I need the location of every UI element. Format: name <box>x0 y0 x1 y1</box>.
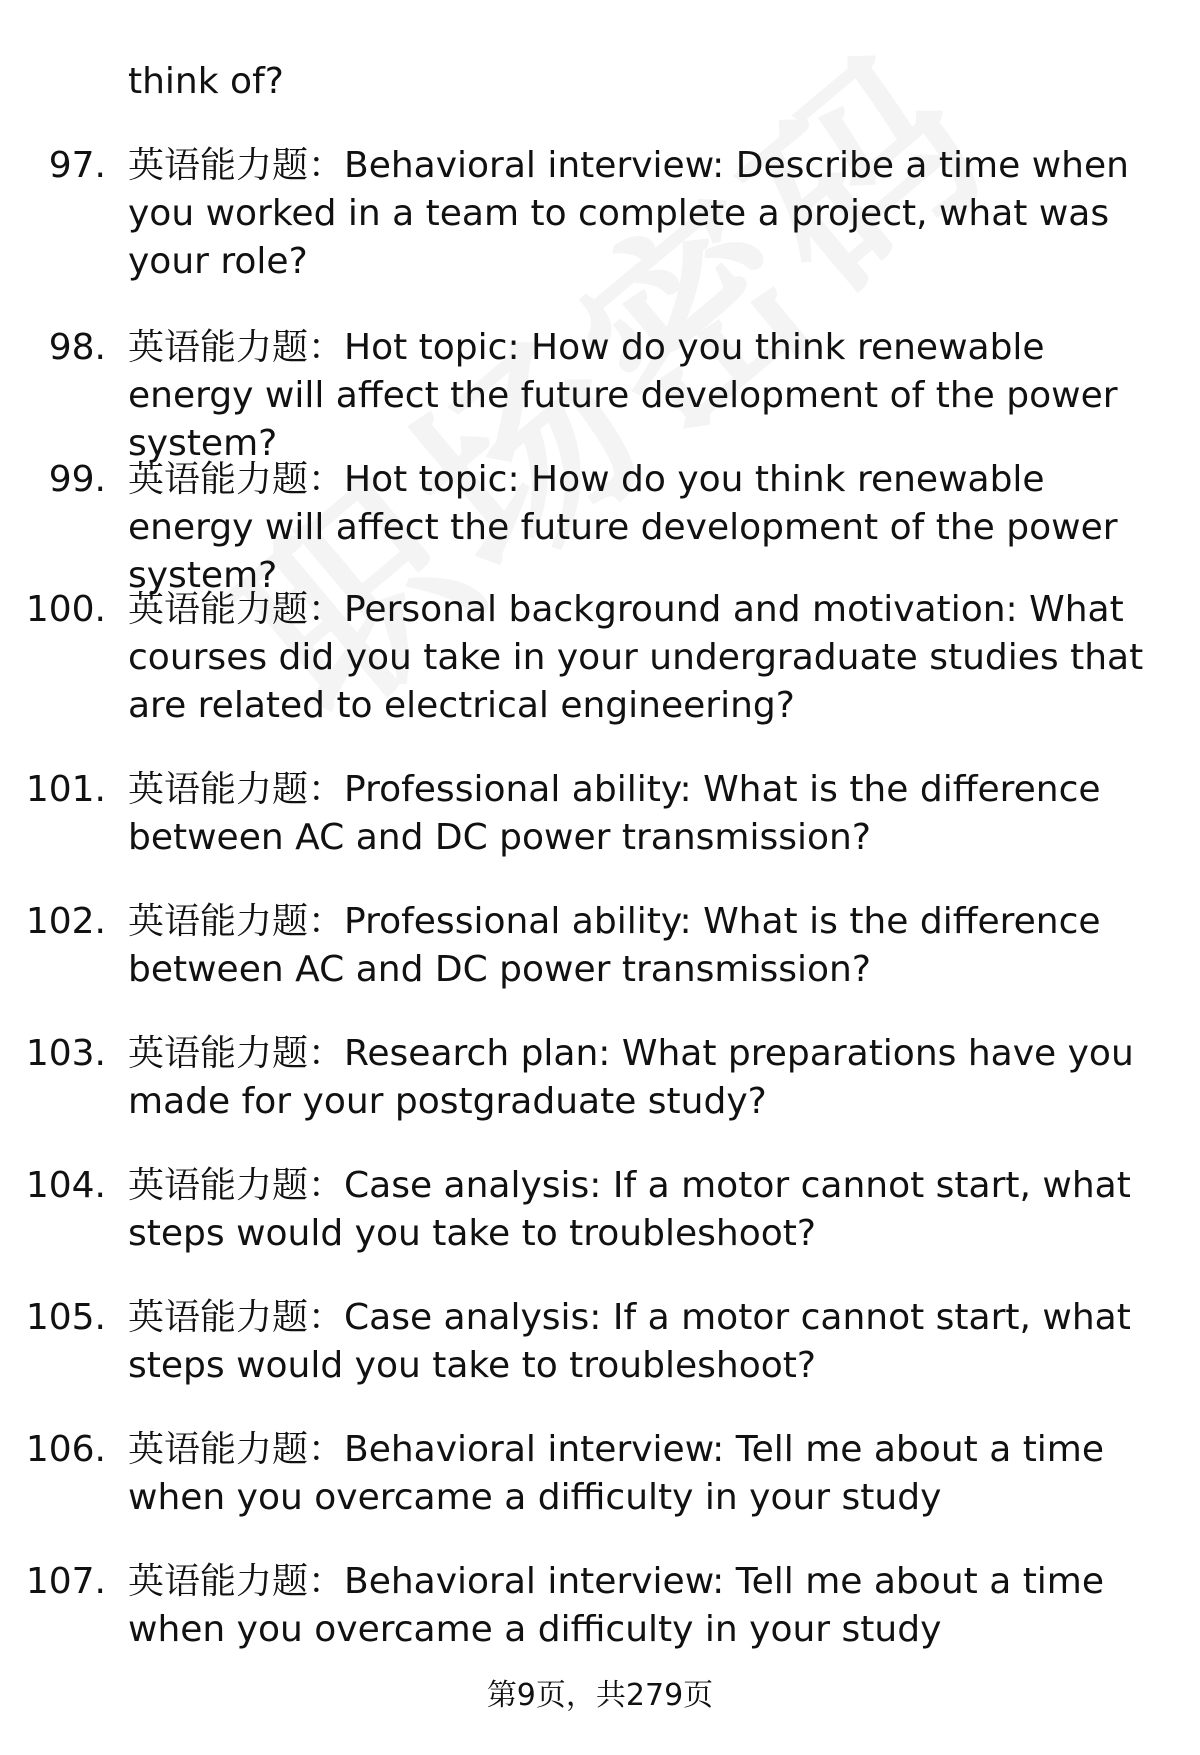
item-number: 101. <box>25 769 106 810</box>
item-text: 英语能力题：Hot topic: How do you think renewable energy will affect the future development of the power system? <box>128 459 1118 596</box>
item-text: 英语能力题：Professional ability: What is the difference between AC and DC power transmission? <box>128 769 1101 858</box>
item-text: 英语能力题：Personal background and motivation: What courses did you take in your undergraduate studies that are related to electrical engineering? <box>128 589 1144 726</box>
item-text: 英语能力题：Behavioral interview: Describe a time when you worked in a team to complete a project, what was your role? <box>128 145 1129 282</box>
item-number: 100. <box>25 589 106 630</box>
item-text: 英语能力题：Professional ability: What is the difference between AC and DC power transmission? <box>128 901 1101 990</box>
continuation-text: think of? <box>128 61 284 102</box>
item-text: 英语能力题：Behavioral interview: Tell me about a time when you overcame a difficulty in your study <box>128 1429 1105 1518</box>
item-text: 英语能力题：Hot topic: How do you think renewable energy will affect the future development of the power system? <box>128 327 1118 464</box>
item-number: 99. <box>48 459 106 500</box>
item-number: 105. <box>25 1297 106 1338</box>
item-number: 104. <box>25 1165 106 1206</box>
item-text: 英语能力题：Behavioral interview: Tell me about a time when you overcame a difficulty in your study <box>128 1561 1105 1650</box>
item-number: 98. <box>48 327 106 368</box>
item-number: 107. <box>25 1561 106 1602</box>
item-text: 英语能力题：Case analysis: If a motor cannot start, what steps would you take to troubleshoot? <box>128 1297 1131 1386</box>
item-text: 英语能力题：Research plan: What preparations have you made for your postgraduate study? <box>128 1033 1134 1122</box>
item-number: 102. <box>25 901 106 942</box>
item-number: 103. <box>25 1033 106 1074</box>
item-number: 106. <box>25 1429 106 1470</box>
item-text: 英语能力题：Case analysis: If a motor cannot start, what steps would you take to troubleshoot? <box>128 1165 1131 1254</box>
page-footer: 第9页，共279页 <box>486 1678 714 1713</box>
item-number: 97. <box>48 145 106 186</box>
